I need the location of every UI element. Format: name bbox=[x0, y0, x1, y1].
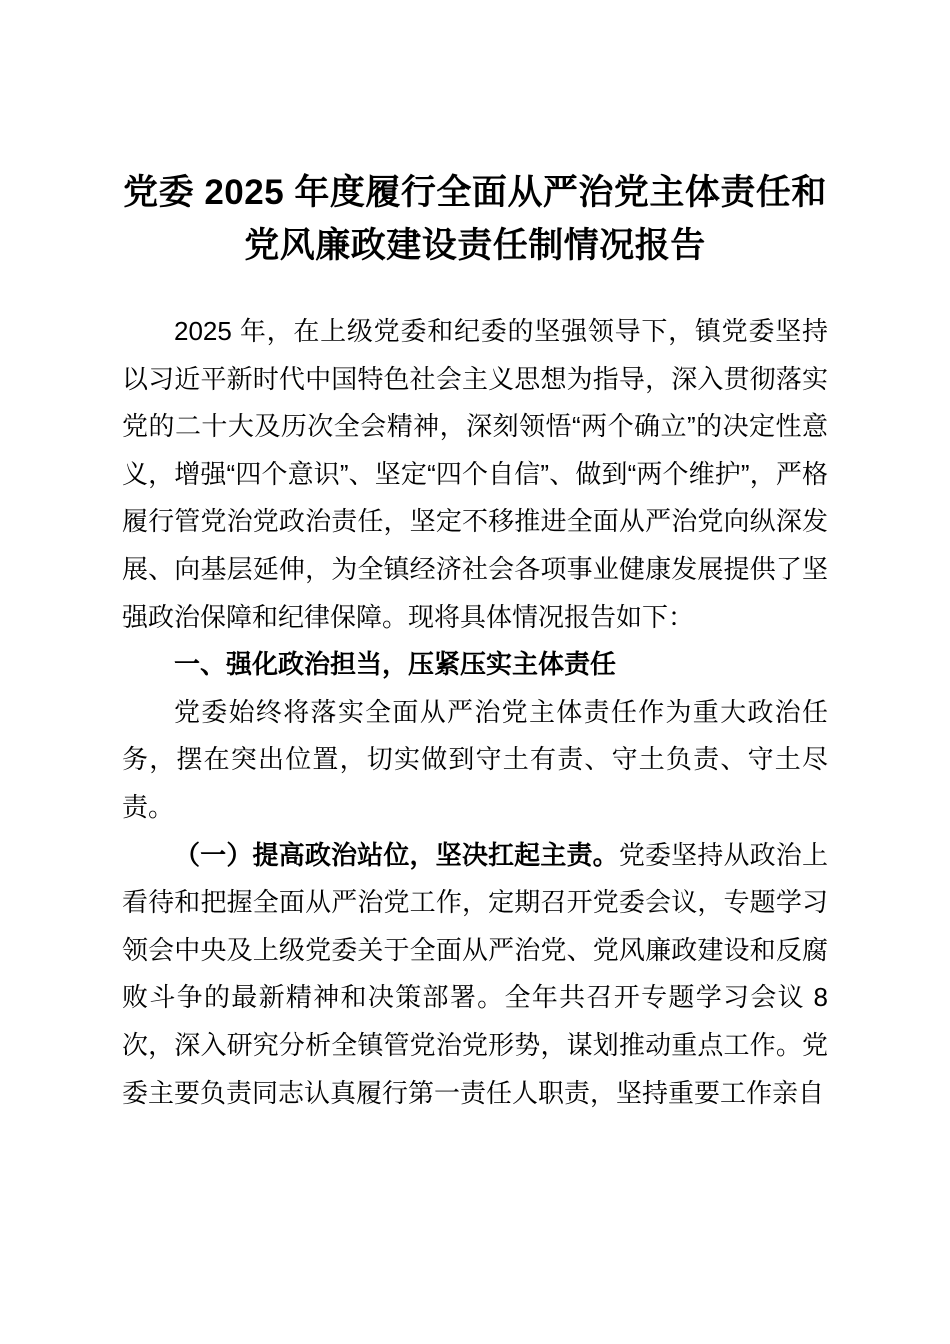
document-title: 党委 2025 年度履行全面从严治党主体责任和党风廉政建设责任制情况报告 bbox=[123, 173, 827, 265]
document-body bbox=[122, 308, 828, 1117]
subsection-1-paragraph bbox=[122, 832, 828, 1118]
subsection-1-lead: （一）提高政治站位，坚决扛起主责。 bbox=[174, 839, 619, 870]
subsection-1-body: 党委坚持从政治上看待和把握全面从严治党工作，定期召开党委会议，专题学习领会中央及上级党委关于全面从严治党、党风廉政建设和反腐败斗争的最新精神和决策部署。全年共召开专题学习会议 8 次，深入研究分析全镇管党治党形势，谋划推动重点工作。党委主要负责同志认真履行第一责任人职责，坚持重要工作亲自 bbox=[122, 839, 828, 1108]
section-1-paragraph: 党委始终将落实全面从严治党主体责任作为重大政治任务，摆在突出位置，切实做到守土有责、守土负责、守土尽责。 bbox=[122, 696, 828, 822]
section-heading-1: 一、强化政治担当，压紧压实主体责任 bbox=[174, 649, 617, 680]
intro-paragraph: 2025 年，在上级党委和纪委的坚强领导下，镇党委坚持以习近平新时代中国特色社会主义思想为指导，深入贯彻落实党的二十大及历次全会精神，深刻领悟“两个确立”的决定性意义，增强“四个意识”、坚定“四个自信”、做到“两个维护”，严格履行管党治党政治责任，坚定不移推进全面从严治党向纵深发展、向基层延伸，为全镇经济社会各项事业健康发展提供了坚强政治保障和纪律保障。现将具体情况报告如下： bbox=[122, 316, 828, 632]
